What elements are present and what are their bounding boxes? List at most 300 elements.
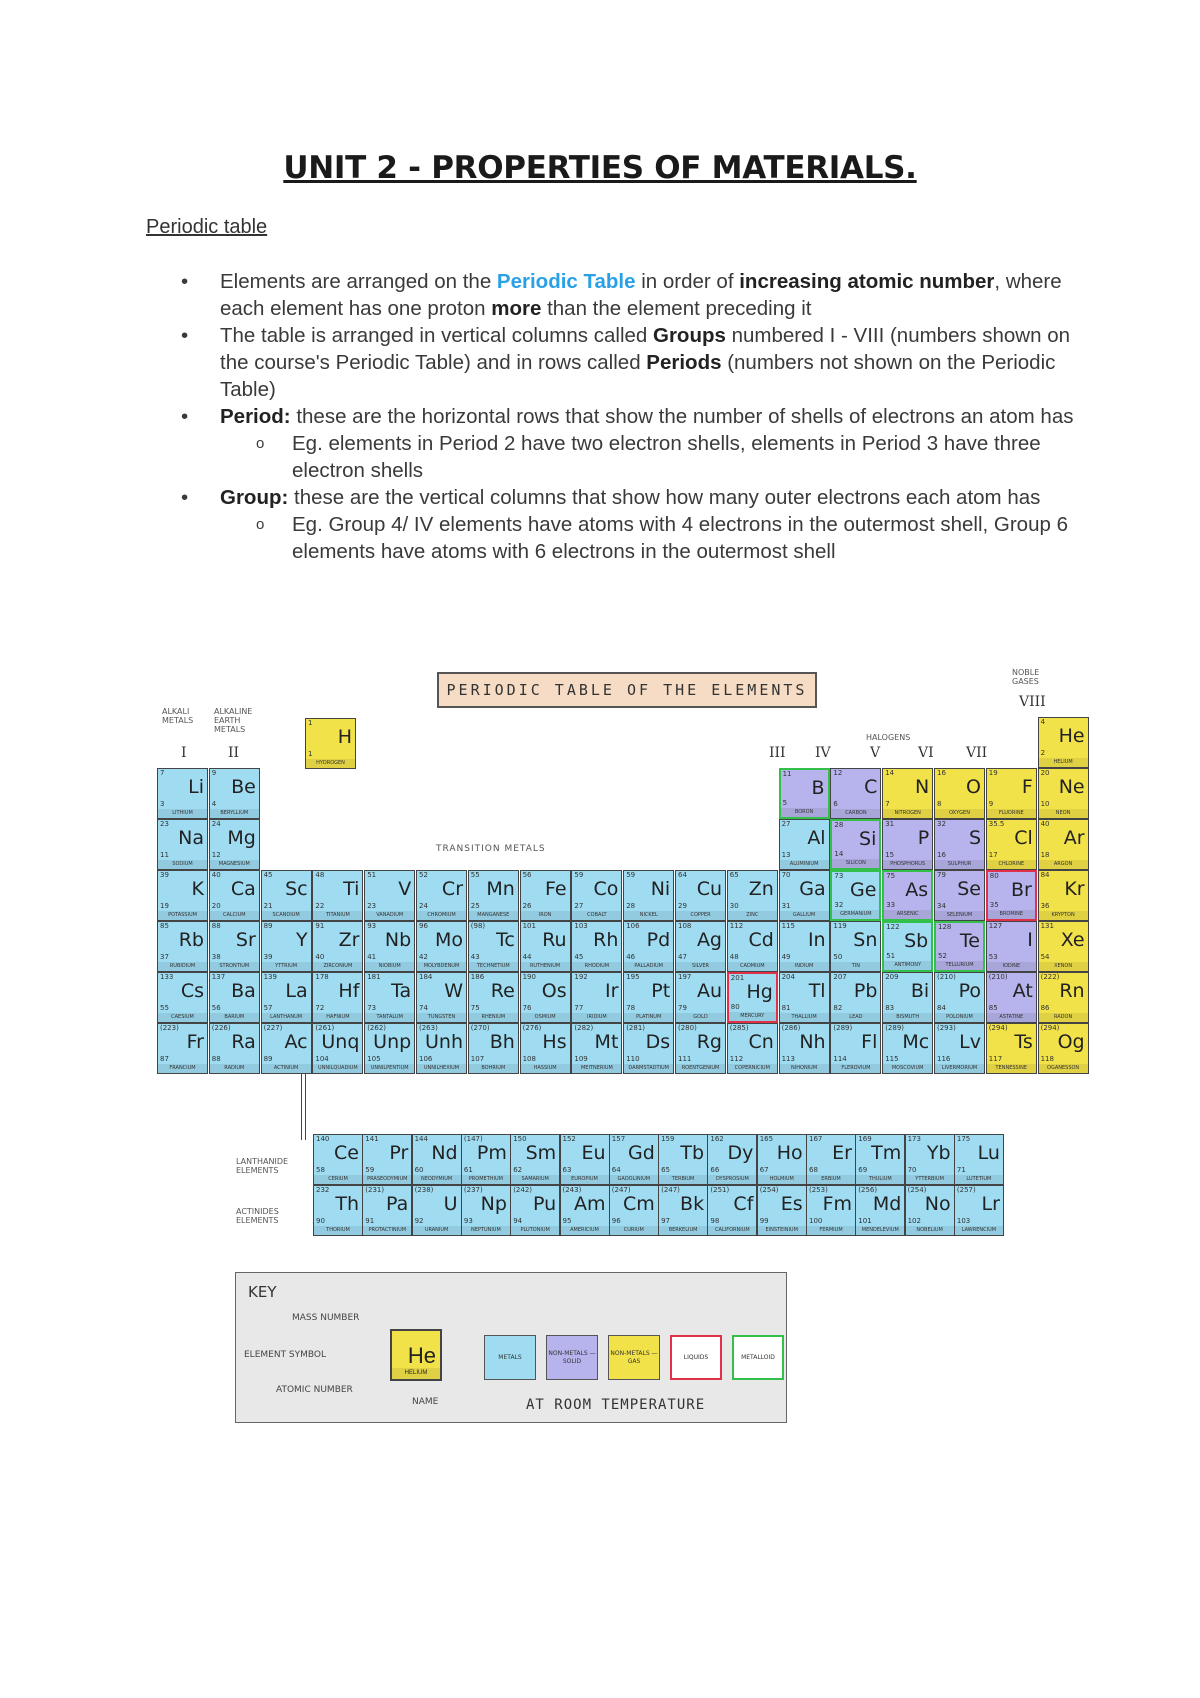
atomic-number: 75	[470, 1004, 480, 1012]
element-name: LEAD	[831, 1013, 880, 1022]
atomic-number: 51	[886, 952, 896, 960]
element-name: HELIUM	[1039, 758, 1088, 767]
element-name: GALLIUM	[780, 911, 829, 920]
atomic-number: 44	[522, 953, 532, 961]
atomic-number: 33	[886, 901, 896, 909]
atomic-number: 6	[833, 800, 838, 808]
atomic-number: 55	[160, 1004, 169, 1012]
mass-number: 75	[886, 872, 896, 880]
mass-number: 27	[781, 820, 791, 828]
element-name: MEITNERIUM	[572, 1064, 621, 1073]
element-cell-sm	[510, 1134, 560, 1185]
mass-number: 159	[661, 1135, 675, 1143]
mass-number: 35.5	[988, 820, 1005, 828]
atomic-number: 109	[574, 1055, 588, 1063]
bullet-text: these are the horizontal rows that show the number of shells of electrons an atom has	[290, 405, 1074, 428]
bullet-dot: •	[181, 405, 189, 428]
mass-number: 186	[470, 973, 485, 981]
element-symbol: Nb	[384, 929, 412, 951]
section-heading: Periodic table	[146, 216, 268, 238]
atomic-number: 28	[626, 902, 636, 910]
mass-number: (254)	[759, 1186, 779, 1194]
mass-number: 139	[263, 973, 277, 981]
atomic-number: 100	[809, 1217, 823, 1225]
bullet-text: Periodic Table	[496, 270, 636, 293]
element-name: UNNILHEXIUM	[417, 1064, 466, 1073]
mass-number: 173	[907, 1135, 921, 1143]
element-cell-pt	[623, 972, 674, 1023]
element-cell-n	[882, 768, 933, 819]
mass-number: 169	[858, 1135, 872, 1143]
mass-number: 181	[367, 973, 381, 981]
element-cell-rh	[571, 921, 622, 972]
element-symbol: Cs	[180, 980, 204, 1002]
element-cell-pu	[510, 1185, 560, 1236]
element-name: SILVER	[676, 962, 725, 971]
element-symbol: Ra	[231, 1031, 256, 1053]
element-symbol: K	[191, 878, 204, 900]
mass-number: 64	[678, 871, 687, 879]
atomic-number: 34	[937, 902, 946, 910]
element-symbol: Cr	[441, 878, 463, 900]
element-name: RADIUM	[210, 1064, 259, 1073]
element-name: POTASSIUM	[158, 911, 207, 920]
element-symbol: Y	[295, 929, 308, 951]
element-cell-hg	[727, 972, 778, 1023]
element-name: CADMIUM	[728, 962, 777, 971]
key-element-symbol-label: ELEMENT SYMBOL	[244, 1350, 327, 1360]
mass-number: (253)	[809, 1186, 828, 1194]
atomic-number: 65	[661, 1166, 671, 1174]
atomic-number: 4	[211, 800, 217, 808]
atomic-number: 101	[858, 1217, 872, 1225]
element-name: ASTATINE	[987, 1013, 1036, 1022]
element-cell-he	[1038, 717, 1089, 768]
swatch-liquids: LIQUIDS	[670, 1335, 722, 1380]
element-name: CARBON	[831, 809, 880, 818]
element-name: CERIUM	[314, 1175, 362, 1184]
atomic-number: 107	[470, 1055, 485, 1063]
element-cell-ho	[757, 1134, 807, 1185]
mass-number: 128	[938, 923, 952, 931]
element-name: PALLADIUM	[624, 962, 673, 971]
element-cell-np	[461, 1185, 511, 1236]
mass-number: 192	[574, 973, 588, 981]
element-cell-ac	[261, 1023, 312, 1074]
element-cell-zn	[727, 870, 778, 921]
atomic-number: 86	[1040, 1004, 1050, 1012]
group-numeral-5: V	[870, 745, 881, 761]
element-symbol: Yb	[926, 1142, 951, 1164]
element-cell-ge	[830, 870, 881, 921]
element-name: PLUTONIUM	[511, 1226, 559, 1235]
atomic-number: 93	[463, 1217, 473, 1225]
mass-number: 204	[781, 973, 795, 981]
element-symbol: Co	[593, 878, 619, 900]
mass-number: 175	[956, 1135, 971, 1143]
bullet-item	[178, 403, 1078, 430]
mass-number: 150	[513, 1135, 527, 1143]
element-symbol: Tc	[495, 929, 515, 951]
swatch-metals: METALS	[484, 1335, 536, 1380]
element-name: TANTALUM	[365, 1013, 414, 1022]
element-symbol: Lu	[977, 1142, 1000, 1164]
mass-number: 137	[211, 973, 226, 981]
element-name: ERBIUM	[807, 1175, 855, 1184]
mass-number: (289)	[885, 1024, 905, 1032]
element-symbol: Md	[872, 1193, 902, 1215]
bullet-text: Elements are arranged on the	[220, 270, 497, 293]
element-cell-lu	[954, 1134, 1004, 1185]
element-name: OGANESSON	[1039, 1064, 1088, 1073]
element-name: AMERICIUM	[561, 1226, 609, 1235]
key-title: KEY	[248, 1283, 277, 1301]
mass-number: 12	[833, 769, 843, 777]
mass-number: (282)	[574, 1024, 594, 1032]
element-symbol: Ir	[604, 980, 619, 1002]
bullet-text: these are the vertical columns that show how many outer electrons each atom has	[288, 486, 1041, 509]
mass-number: 190	[522, 973, 536, 981]
element-name: MENDELEVIUM	[856, 1226, 904, 1235]
mass-number: 112	[729, 922, 744, 930]
element-cell-sc	[261, 870, 312, 921]
element-cell-se	[934, 870, 985, 921]
element-symbol: Cl	[1014, 827, 1033, 849]
element-cell-lv	[934, 1023, 985, 1074]
element-name: THULIUM	[856, 1175, 904, 1184]
mass-number: 19	[988, 769, 998, 777]
element-name: YTTRIUM	[262, 962, 311, 971]
element-cell-zr	[312, 921, 363, 972]
element-cell-ir	[571, 972, 622, 1023]
element-name: ACTINIUM	[262, 1064, 311, 1073]
element-symbol: C	[864, 776, 878, 798]
mass-number: (247)	[661, 1186, 680, 1194]
element-name: LUTETIUM	[955, 1175, 1003, 1184]
element-cell-ni	[623, 870, 674, 921]
mass-number: 209	[885, 973, 899, 981]
atomic-number: 2	[1040, 749, 1046, 757]
element-cell-hf	[312, 972, 363, 1023]
element-symbol: Ca	[230, 878, 256, 900]
element-cell-s	[934, 819, 985, 870]
mass-number: (147)	[463, 1135, 483, 1143]
element-symbol: Unp	[373, 1031, 412, 1053]
element-symbol: As	[905, 879, 929, 901]
atomic-number: 36	[1040, 902, 1050, 910]
element-symbol: Sb	[904, 930, 929, 952]
element-symbol: Cu	[696, 878, 722, 900]
key-name-label: NAME	[412, 1397, 439, 1407]
bullet-list	[178, 268, 1078, 565]
element-name: FLEROVIUM	[831, 1064, 880, 1073]
element-name: NIHONIUM	[780, 1064, 829, 1073]
element-name: ZINC	[728, 911, 777, 920]
atomic-number: 110	[626, 1055, 640, 1063]
element-symbol: Si	[859, 828, 877, 850]
element-symbol: Fl	[861, 1031, 878, 1053]
mass-number: 201	[730, 974, 745, 982]
atomic-number: 77	[574, 1004, 584, 1012]
element-name: TENNESSINE	[987, 1064, 1036, 1073]
element-name: IRON	[521, 911, 570, 920]
element-cell-bi	[882, 972, 933, 1023]
element-cell-yb	[905, 1134, 955, 1185]
element-name: FRANCIUM	[158, 1064, 207, 1073]
atomic-number: 117	[988, 1055, 1003, 1063]
element-symbol: Na	[178, 827, 204, 849]
atomic-number: 49	[781, 953, 791, 961]
element-cell-er	[806, 1134, 856, 1185]
atomic-number: 32	[834, 901, 844, 909]
swatch-non-metals-gas: NON-METALS —GAS	[608, 1335, 660, 1380]
bullet-text: increasing atomic number	[739, 270, 995, 293]
key-atomic-number-label: ATOMIC NUMBER	[276, 1385, 353, 1395]
element-cell-ru	[520, 921, 571, 972]
label-halogens: HALOGENS	[866, 733, 911, 742]
atomic-number: 87	[160, 1055, 169, 1063]
atomic-number: 85	[988, 1004, 998, 1012]
mass-number: 157	[611, 1135, 626, 1143]
element-name: BOHRIUM	[469, 1064, 518, 1073]
mass-number: 167	[809, 1135, 823, 1143]
mass-number: 80	[989, 872, 999, 880]
atomic-number: 37	[160, 953, 169, 961]
element-symbol: Th	[335, 1193, 359, 1215]
atomic-number: 10	[1040, 800, 1050, 808]
element-symbol: Te	[959, 930, 980, 952]
swatch-non-metals-solid: NON-METALS —SOLID	[546, 1335, 598, 1380]
element-cell-br	[986, 870, 1037, 921]
element-name: NIOBIUM	[365, 962, 414, 971]
element-symbol: Unq	[321, 1031, 360, 1053]
element-cell-fl	[830, 1023, 881, 1074]
mass-number: 197	[678, 973, 692, 981]
element-name: KRYPTON	[1039, 911, 1088, 920]
element-cell-md	[855, 1185, 905, 1236]
mass-number: 195	[626, 973, 640, 981]
mass-number: 88	[211, 922, 221, 930]
mass-number: 93	[367, 922, 377, 930]
element-cell-xe	[1038, 921, 1089, 972]
element-symbol: Pu	[533, 1193, 557, 1215]
element-symbol: Li	[188, 776, 204, 798]
atomic-number: 112	[729, 1055, 744, 1063]
element-cell-eu	[560, 1134, 610, 1185]
label-transition-metals: TRANSITION METALS	[436, 844, 546, 854]
atomic-number: 76	[522, 1004, 532, 1012]
element-name: LITHIUM	[158, 809, 207, 818]
element-cell-li	[157, 768, 208, 819]
element-cell-ar	[1038, 819, 1089, 870]
mass-number: 165	[759, 1135, 774, 1143]
element-name: OSMIUM	[521, 1013, 570, 1022]
atomic-number: 90	[316, 1217, 325, 1225]
element-cell-am	[560, 1185, 610, 1236]
mass-number: 119	[833, 922, 847, 930]
atomic-number: 26	[522, 902, 532, 910]
element-cell-h	[305, 718, 356, 769]
element-cell-in	[779, 921, 830, 972]
label-alkaline-earth-metals: ALKALINE EARTH METALS	[214, 707, 253, 734]
mass-number: 20	[1040, 769, 1050, 777]
element-cell-sr	[209, 921, 260, 972]
atomic-number: 92	[414, 1217, 424, 1225]
atomic-number: 91	[365, 1217, 375, 1225]
element-symbol: Sc	[285, 878, 308, 900]
element-cell-dy	[707, 1134, 757, 1185]
element-symbol: In	[807, 929, 826, 951]
element-symbol: H	[337, 726, 352, 748]
element-cell-bk	[658, 1185, 708, 1236]
element-symbol: Ho	[776, 1142, 803, 1164]
element-cell-ba	[209, 972, 260, 1023]
mass-number: 85	[160, 922, 169, 930]
sub-bullet-item	[178, 430, 1078, 484]
element-symbol: Hf	[338, 980, 360, 1002]
mass-number: 7	[160, 769, 165, 777]
element-name: TUNGSTEN	[417, 1013, 466, 1022]
group-numeral-6: VI	[918, 745, 934, 761]
element-cell-na	[157, 819, 208, 870]
element-name: URANIUM	[413, 1226, 461, 1235]
element-name: PHOSPHORUS	[883, 860, 932, 869]
element-name: RHODIUM	[572, 962, 621, 971]
atomic-number: 56	[211, 1004, 221, 1012]
element-name: SILICON	[832, 859, 879, 868]
element-symbol: Tl	[808, 980, 826, 1002]
element-name: TELLURIUM	[936, 961, 983, 970]
element-symbol: Ne	[1058, 776, 1085, 798]
mass-number: 9	[211, 769, 217, 777]
atomic-number: 3	[160, 800, 165, 808]
bullet-text: Groups	[653, 324, 726, 347]
element-cell-mc	[882, 1023, 933, 1074]
mass-number: 115	[781, 922, 795, 930]
element-name: ARSENIC	[884, 910, 931, 919]
element-symbol: Kr	[1064, 878, 1085, 900]
atomic-number: 99	[759, 1217, 769, 1225]
element-name: IRIDIUM	[572, 1013, 621, 1022]
element-symbol: Mo	[434, 929, 463, 951]
mass-number: (294)	[988, 1024, 1008, 1032]
element-name: TIN	[831, 962, 880, 971]
sub-bullet-item	[178, 511, 1078, 565]
element-symbol: Mc	[902, 1031, 930, 1053]
element-symbol: N	[914, 776, 930, 798]
atomic-number: 89	[263, 1055, 273, 1063]
atomic-number: 52	[938, 952, 947, 960]
element-name: PROTACTINIUM	[363, 1226, 411, 1235]
atomic-number: 69	[858, 1166, 868, 1174]
mass-number: (281)	[626, 1024, 646, 1032]
atomic-number: 35	[989, 901, 999, 909]
element-name: SCANDIUM	[262, 911, 311, 920]
element-name: XENON	[1039, 962, 1088, 971]
element-symbol: B	[811, 777, 825, 799]
element-cell-pb	[830, 972, 881, 1023]
element-cell-os	[520, 972, 571, 1023]
element-cell-tl	[779, 972, 830, 1023]
atomic-number: 61	[463, 1166, 473, 1174]
element-cell-mg	[209, 819, 260, 870]
atomic-number: 50	[833, 953, 843, 961]
element-cell-al	[779, 819, 830, 870]
element-symbol: Pr	[389, 1142, 409, 1164]
element-symbol: Zr	[338, 929, 360, 951]
element-name: CURIUM	[610, 1226, 658, 1235]
label-alkali-metals: ALKALI METALS	[162, 707, 194, 725]
mass-number: 39	[160, 871, 169, 879]
element-cell-hs	[520, 1023, 571, 1074]
element-name: BISMUTH	[883, 1013, 932, 1022]
atomic-number: 111	[678, 1055, 692, 1063]
atomic-number: 14	[834, 850, 844, 858]
element-name: NICKEL	[624, 911, 673, 920]
element-cell-co	[571, 870, 622, 921]
atomic-number: 115	[885, 1055, 899, 1063]
atomic-number: 96	[611, 1217, 621, 1225]
element-name: RADON	[1039, 1013, 1088, 1022]
element-symbol: Mg	[227, 827, 256, 849]
element-cell-i	[986, 921, 1037, 972]
mass-number: (238)	[414, 1186, 434, 1194]
element-symbol: Nd	[431, 1142, 458, 1164]
element-cell-o	[934, 768, 985, 819]
bullet-item	[178, 268, 1078, 322]
element-name: RUTHENIUM	[521, 962, 570, 971]
element-cell-la	[261, 972, 312, 1023]
element-name: BROMINE	[988, 910, 1035, 919]
atomic-number: 84	[937, 1004, 946, 1012]
element-name: LAWRENCIUM	[955, 1226, 1003, 1235]
mass-number: (227)	[263, 1024, 283, 1032]
element-name: ANTIMONY	[884, 961, 931, 970]
element-name: CHROMIUM	[417, 911, 466, 920]
mass-number: 152	[562, 1135, 576, 1143]
group-numeral-8: VIII	[1019, 694, 1046, 710]
element-cell-y	[261, 921, 312, 972]
mass-number: 79	[937, 871, 946, 879]
atomic-number: 88	[211, 1055, 221, 1063]
element-cell-c	[830, 768, 881, 819]
element-cell-unp	[364, 1023, 415, 1074]
element-symbol: Bh	[489, 1031, 515, 1053]
element-cell-cu	[675, 870, 726, 921]
key-box	[235, 1272, 787, 1423]
element-symbol: Ac	[284, 1031, 308, 1053]
atomic-number: 58	[316, 1166, 325, 1174]
element-symbol: Re	[490, 980, 515, 1002]
bullet-item	[178, 322, 1078, 403]
mass-number: 32	[937, 820, 946, 828]
element-cell-f	[986, 768, 1037, 819]
mass-number: (237)	[463, 1186, 483, 1194]
atomic-number: 18	[1040, 851, 1050, 859]
atomic-number: 103	[956, 1217, 971, 1225]
mass-number: 51	[367, 871, 377, 879]
atomic-number: 70	[907, 1166, 917, 1174]
element-symbol: Pt	[651, 980, 671, 1002]
element-name: SODIUM	[158, 860, 207, 869]
mass-number: (256)	[858, 1186, 878, 1194]
element-cell-cd	[727, 921, 778, 972]
atomic-number: 12	[211, 851, 221, 859]
mass-number: 28	[834, 821, 844, 829]
mass-number: (262)	[367, 1024, 387, 1032]
element-symbol: Bk	[680, 1193, 705, 1215]
bullet-text: (numbers not shown on the Periodic Table)	[220, 351, 1056, 401]
